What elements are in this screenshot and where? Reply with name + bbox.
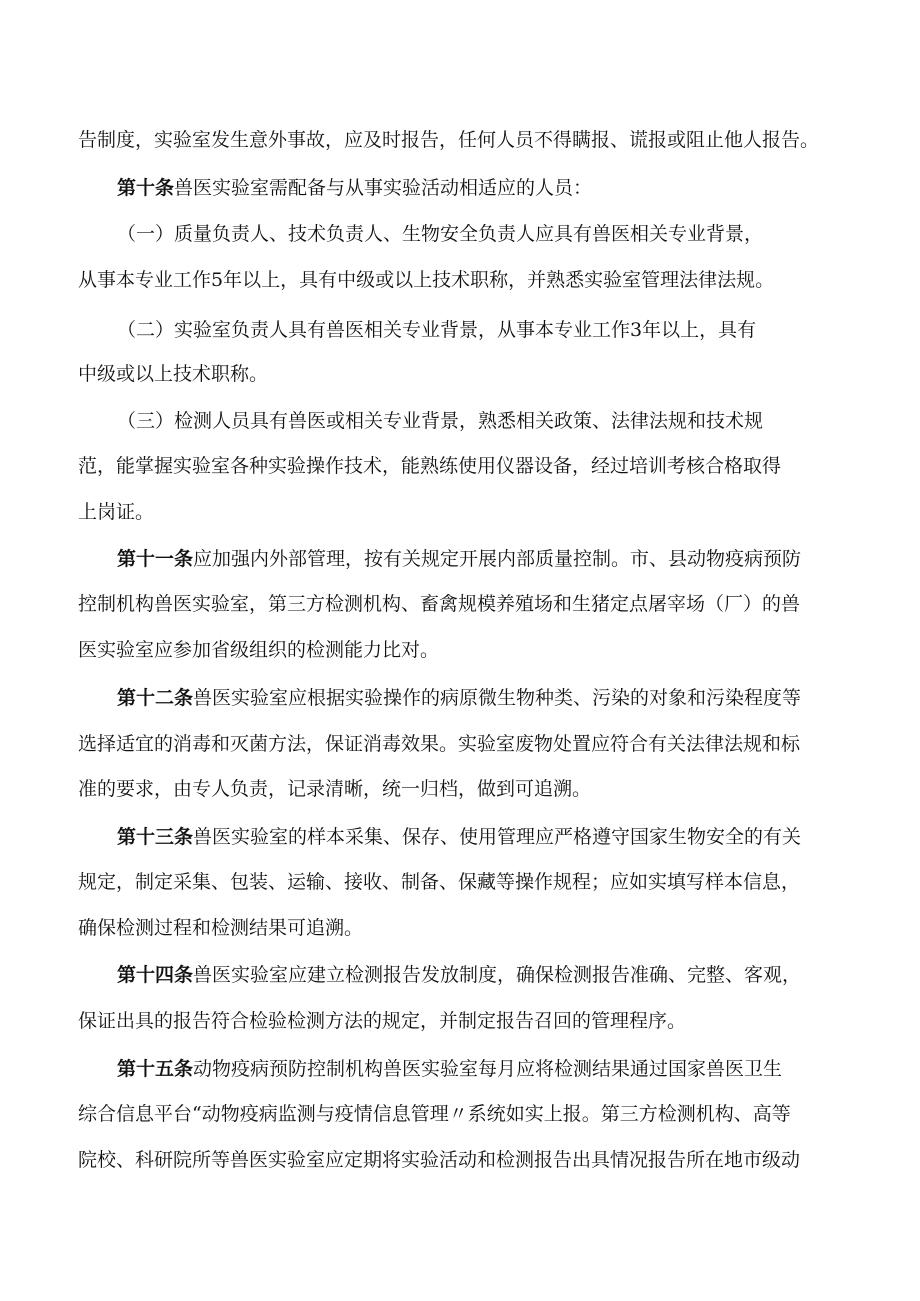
article-15-text: 动物疫病预防控制机构兽医实验室每月应将检测结果通过国家兽医卫生 [193,1058,783,1080]
item-2-line-1: （二）实验室负责人具有兽医相关专业背景，从事本专业工作3年以上，具有 [117,319,757,341]
article-12-heading: 第十二条 [117,687,194,709]
article-14-line-2: 保证出具的报告符合检验检测方法的规定，并制定报告召回的管理程序。 [78,1010,687,1032]
article-15-line-1 [117,1057,782,1081]
article-12-line-3: 准的要求，由专人负责，记录清晰，统一归档，做到可追溯。 [78,778,592,800]
article-14-line-1 [117,963,801,987]
article-12-text: 兽医实验室应根据实验操作的病原微生物种类、污染的对象和污染程度等 [193,687,802,709]
article-15-heading: 第十五条 [117,1058,194,1080]
article-14-text: 兽医实验室应建立检测报告发放制度，确保检测报告准确、完整、客观， [193,964,802,986]
paragraph-line: 告制度，实验室发生意外事故，应及时报告，任何人员不得瞒报、谎报或阻止他人报告。 [78,129,820,151]
article-13-line-3: 确保检测过程和检测结果可追溯。 [78,917,364,939]
article-13-line-2: 规定，制定采集、包装、运输、接收、制备、保藏等操作规程；应如实填写样本信息， [78,871,801,893]
article-13-text: 兽医实验室的样本采集、保存、使用管理应严格遵守国家生物安全的有关 [193,826,802,848]
article-10-heading: 第十条 [117,177,175,199]
item-3-line-1: （三）检测人员具有兽医或相关专业背景，熟悉相关政策、法律法规和技术规 [117,410,764,432]
article-12-line-2: 选择适宜的消毒和灭菌方法，保证消毒效果。实验室废物处置应符合有关法律法规和标 [78,733,801,755]
article-11-text: 应加强内外部管理，按有关规定开展内部质量控制。市、县动物疫病预防 [193,548,802,570]
item-2-line-2: 中级或以上技术职称。 [78,363,269,385]
article-11-line-2: 控制机构兽医实验室，第三方检测机构、畜禽规模养殖场和生猪定点屠宰场（厂）的兽 [78,593,801,615]
item-3-line-2: 范，能掌握实验室各种实验操作技术，能熟练使用仪器设备，经过培训考核合格取得 [78,455,782,477]
article-12-line-1 [117,686,801,710]
article-10-line-1 [117,176,592,200]
article-10-text: 兽医实验室需配备与从事实验活动相适应的人员： [174,177,593,199]
article-15-line-2: 综合信息平台“动物疫病监测与疫情信息管理〃系统如实上报。第三方检测机构、高等 [78,1103,791,1125]
article-13-heading: 第十三条 [117,826,194,848]
article-11-line-1 [117,547,801,571]
article-15-line-3: 院校、科研院所等兽医实验室应定期将实验活动和检测报告出具情况报告所在地市级动 [78,1149,801,1171]
article-13-line-1 [117,825,801,849]
item-1-line-1: （一）质量负责人、技术负责人、生物安全负责人应具有兽医相关专业背景， [117,223,764,245]
article-14-heading: 第十四条 [117,964,194,986]
item-3-line-3: 上岗证。 [78,501,155,523]
item-1-line-2: 从事本专业工作5年以上，具有中级或以上技术职称，并熟悉实验室管理法律法规。 [78,269,775,291]
article-11-line-3: 医实验室应参加省级组织的检测能力比对。 [78,639,440,661]
article-11-heading: 第十一条 [117,548,194,570]
